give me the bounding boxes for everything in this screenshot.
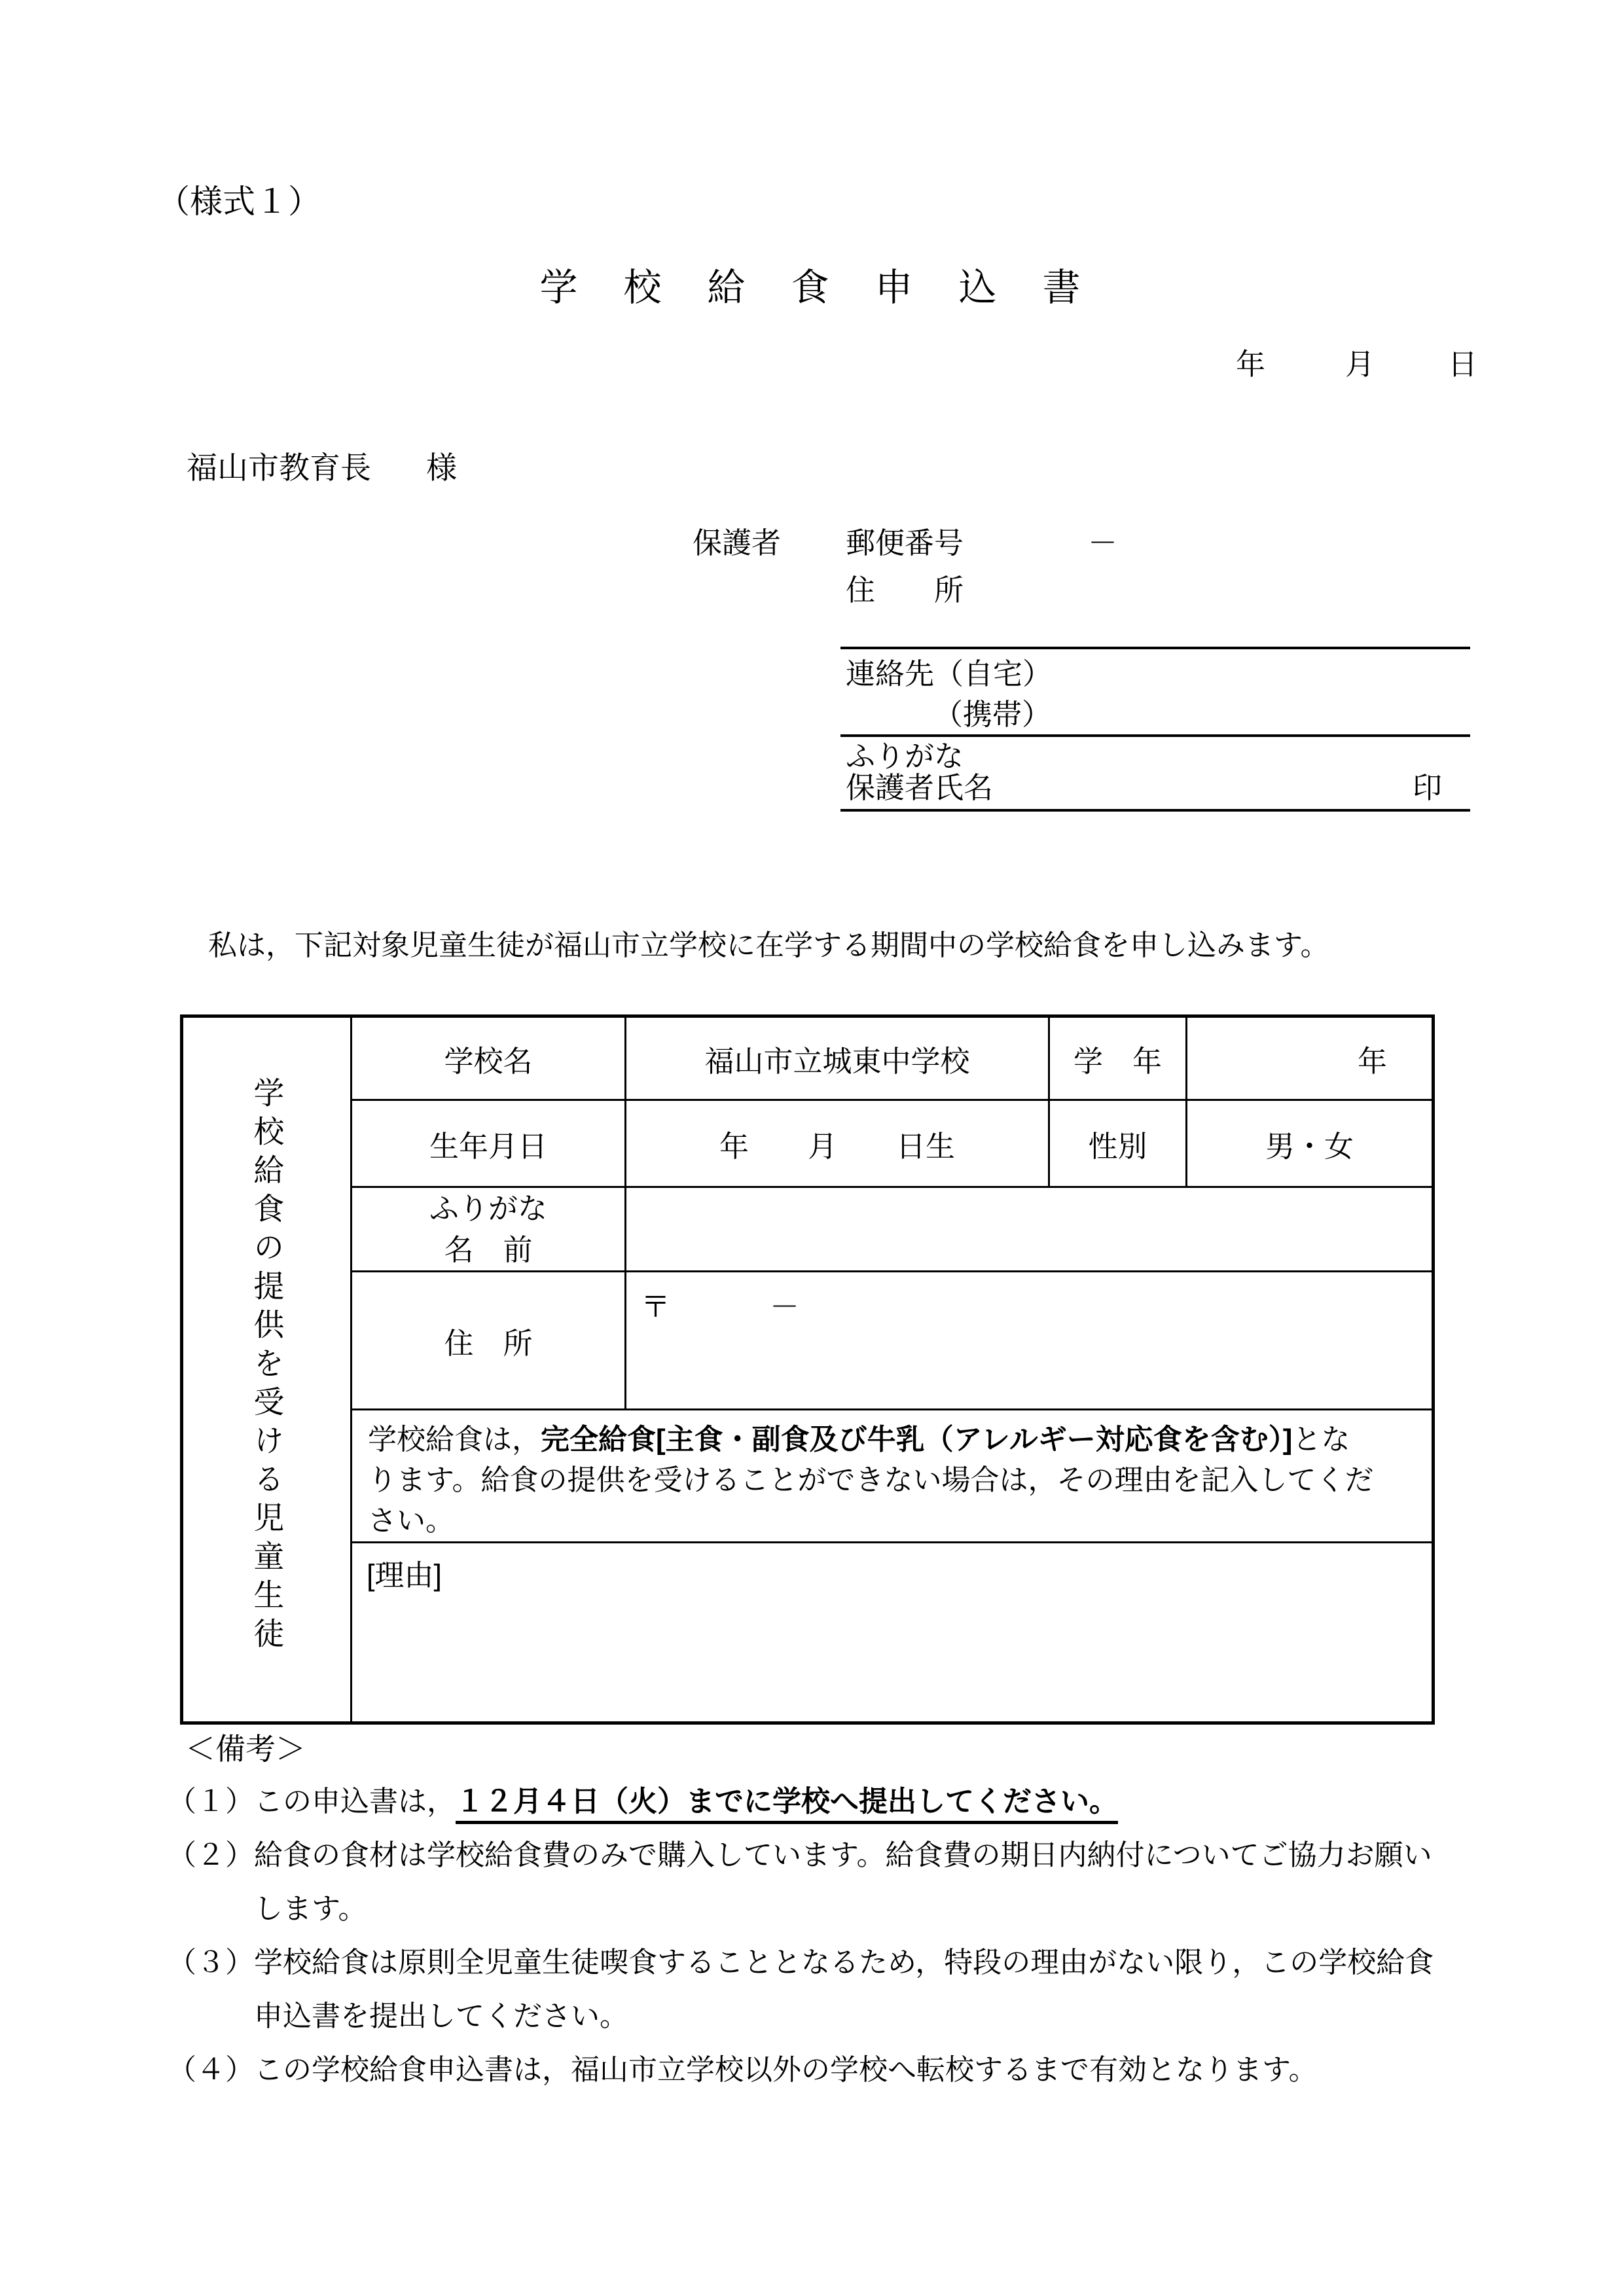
contact-mobile-label: （携帯） [933, 698, 1052, 731]
sex-label: 性別 [1049, 1100, 1187, 1187]
postal-code-label: 郵便番号 [846, 526, 964, 560]
addressee-line [187, 444, 457, 488]
student-postal-dash: － [770, 1290, 800, 1323]
address-fill-line [840, 647, 1470, 649]
remark-2-marker: （２） [168, 1839, 254, 1871]
note-text-tail: とな [1292, 1424, 1350, 1456]
guardian-address-label: 住 所 [846, 573, 964, 607]
remark-1-emphasis: １２月４日（火）までに学校へ提出してください。 [456, 1785, 1118, 1824]
guardian-role-label: 保護者 [693, 526, 782, 560]
remark-item-1 [168, 1775, 1536, 1829]
sex-value-cell: 男・女 [1187, 1100, 1434, 1187]
declaration-text: 私は，下記対象児童生徒が福山市立学校に在学する期間中の学校給食を申し込みます。 [208, 929, 1329, 961]
remark-2-line2: します。 [254, 1893, 367, 1925]
table-vertical-header: 学校給食の提供を受ける児童生徒 [249, 1076, 285, 1656]
student-address-label: 住 所 [352, 1272, 626, 1410]
grade-label: 学 年 [1049, 1016, 1187, 1100]
table-vertical-header-cell [182, 1016, 352, 1723]
honorific-label: 様 [426, 450, 457, 485]
student-furigana-label: ふりがな [429, 1192, 547, 1225]
page-title: 学 校 給 食 申 込 書 [539, 266, 1085, 309]
remark-1-prefix: この申込書は， [254, 1785, 456, 1818]
remark-3-line2: 申込書を提出してください。 [254, 2000, 628, 2032]
guardian-postal-row [846, 525, 1117, 562]
school-name-label: 学校名 [352, 1016, 626, 1100]
lunch-note-cell [352, 1410, 1434, 1543]
remark-2-line1: 給食の食材は学校給食費のみで購入しています。給食費の期日内納付についてご協力お願い [254, 1839, 1432, 1871]
date-line [1236, 340, 1477, 383]
remark-3-line1: 学校給食は原則全児童生徒喫食することとなるため，特段の理由がない限り，この学校給食 [254, 1946, 1434, 1979]
birthdate-label: 生年月日 [352, 1100, 626, 1187]
reason-cell [352, 1543, 1434, 1723]
seal-label: 印 [1413, 771, 1443, 804]
application-table [180, 1014, 1435, 1725]
contact-home-label: 連絡先（自宅） [846, 657, 1053, 691]
remarks-heading: ＜備考＞ [185, 1732, 306, 1766]
student-name-label [352, 1187, 626, 1272]
year-label: 年 [1236, 348, 1266, 381]
postal-mark-icon: 〒 [641, 1290, 671, 1323]
birthdate-value-cell: 年 月 日生 [626, 1100, 1049, 1187]
signature-fill-line [840, 809, 1470, 812]
school-name-value: 福山市立城東中学校 [626, 1016, 1049, 1100]
remark-1-marker: （１） [168, 1785, 254, 1818]
postal-code-dash: － [1088, 526, 1118, 560]
reason-label: [理由] [367, 1558, 442, 1592]
contact-fill-line [840, 734, 1470, 737]
addressee-name: 福山市教育長 [187, 450, 371, 485]
day-label: 日 [1448, 348, 1478, 381]
form-code-label: （様式１） [157, 183, 321, 220]
remark-4-line1: この学校給食申込書は，福山市立学校以外の学校へ転校するまで有効となります。 [254, 2054, 1318, 2086]
note-text-bold: 完全給食[主食・副食及び牛乳（アレルギー対応食を含む）] [541, 1424, 1293, 1456]
grade-value-cell: 年 [1187, 1016, 1434, 1100]
guardian-name-label: 保護者氏名 [846, 771, 994, 804]
remarks-section [168, 1775, 1536, 2097]
remark-4-marker: （４） [168, 2054, 254, 2086]
remark-3-marker: （３） [168, 1946, 254, 1979]
remark-item-2 [168, 1829, 1536, 1936]
note-text-line2: ります。給食の提供を受けることができない場合は，その理由を記入してくだ [368, 1464, 1374, 1496]
note-text-line3: さい。 [368, 1505, 454, 1537]
student-name-sublabel: 名 前 [444, 1233, 533, 1266]
month-label: 月 [1345, 348, 1375, 381]
guardian-furigana-label: ふりがな [846, 740, 964, 773]
remark-item-3 [168, 1936, 1536, 2043]
remark-item-4 [168, 2043, 1536, 2097]
student-name-blank-cell [626, 1187, 1434, 1272]
note-text-normal: 学校給食は， [368, 1424, 541, 1456]
student-address-cell [626, 1272, 1434, 1410]
